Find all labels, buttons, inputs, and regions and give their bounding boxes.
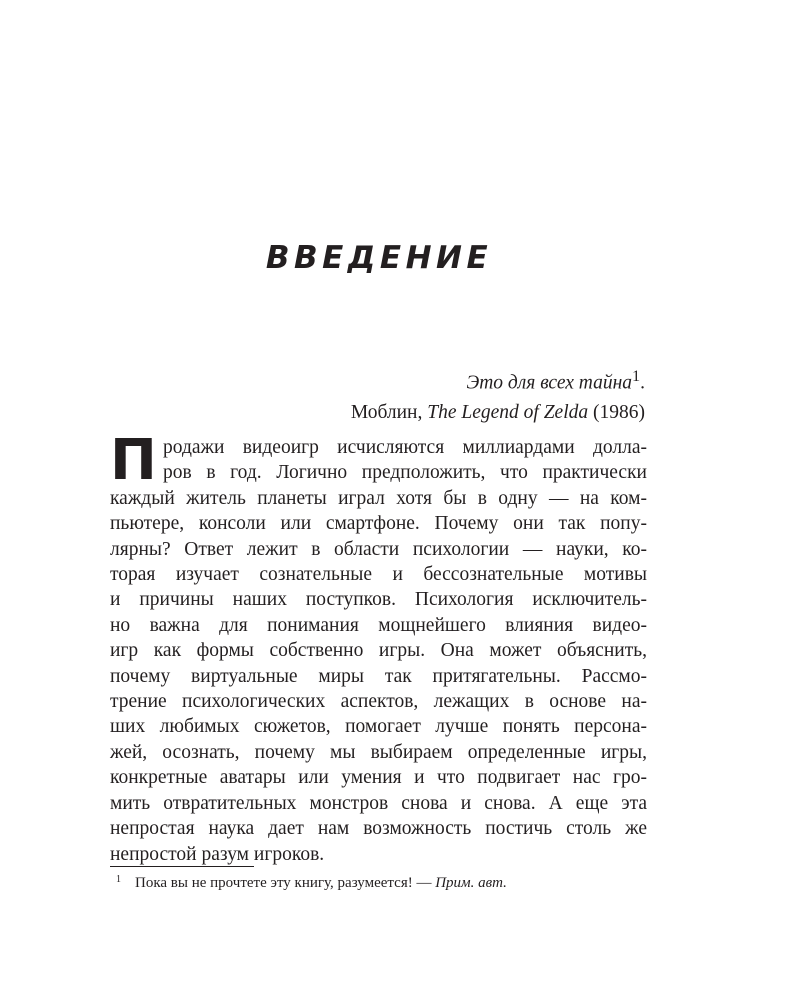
epigraph-quote-line bbox=[351, 362, 645, 398]
body-line: непростая наука дает нам возможность постичь столь же bbox=[110, 818, 647, 840]
footnote-note: Прим. авт. bbox=[435, 875, 507, 891]
body-line: каждый житель планеты играл хотя бы в одну — на ком- bbox=[110, 487, 647, 509]
epigraph-source-title: The Legend of Zelda bbox=[427, 401, 589, 423]
footnote bbox=[116, 873, 507, 893]
body-paragraph bbox=[110, 428, 647, 867]
chapter-title: ВВЕДЕНИЕ bbox=[265, 240, 493, 276]
body-line: родажи видеоигр исчисляются миллиардами долла- bbox=[163, 437, 647, 458]
footnote-text: Пока вы не прочтете эту книгу, разумеется! — bbox=[135, 875, 436, 891]
body-line: конкретные аватары или умения и что подвигает нас гро- bbox=[110, 767, 647, 789]
epigraph-source-year: (1986) bbox=[588, 401, 645, 423]
epigraph bbox=[351, 362, 645, 427]
body-line: жей, осознать, почему мы выбираем определенные игры, bbox=[110, 741, 647, 763]
body-line: игр как формы собственно игры. Она может объяснить, bbox=[110, 640, 647, 662]
epigraph-quote-end: . bbox=[640, 372, 645, 394]
body-line: трение психологических аспектов, лежащих в основе на- bbox=[110, 691, 647, 713]
body-line: почему виртуальные миры так притягательны. Рассмо- bbox=[110, 665, 647, 687]
body-line: и причины наших поступков. Психология исключитель- bbox=[110, 589, 647, 611]
body-line: лярны? Ответ лежит в области психологии — науки, ко- bbox=[110, 538, 647, 560]
body-line: мить отвратительных монстров снова и снова. А еще эта bbox=[110, 792, 647, 814]
body-line: но важна для понимания мощнейшего влияния видео- bbox=[110, 614, 647, 636]
body-line: торая изучает сознательные и бессознательные мотивы bbox=[110, 564, 647, 586]
epigraph-source-author: Моблин, bbox=[350, 401, 428, 423]
body-line: ших любимых сюжетов, помогает лучше понять персона- bbox=[110, 716, 647, 738]
footnote-divider bbox=[110, 866, 254, 867]
footnote-mark: 1 bbox=[116, 874, 121, 885]
dropcap: П bbox=[110, 428, 157, 493]
epigraph-source bbox=[351, 398, 645, 427]
epigraph-quote: Это для всех тайна bbox=[466, 372, 632, 394]
body-line: ров в год. Логично предположить, что практически bbox=[163, 462, 647, 484]
body-line: непростой разум игроков. bbox=[110, 843, 325, 865]
body-line: пьютере, консоли или смартфоне. Почему они так попу- bbox=[110, 513, 647, 535]
epigraph-footnote-mark[interactable]: 1 bbox=[632, 367, 641, 385]
